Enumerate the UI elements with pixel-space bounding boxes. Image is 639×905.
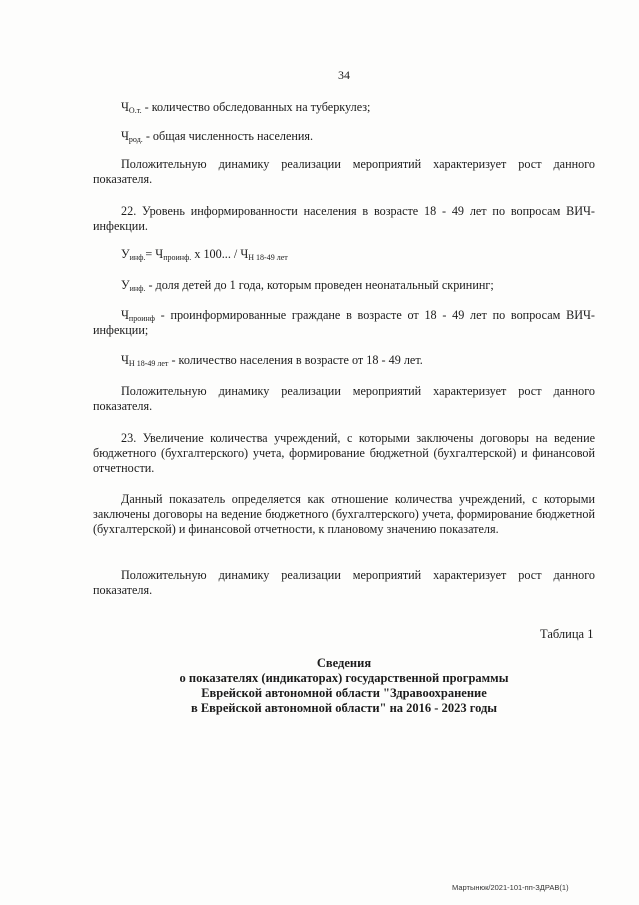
definition-o-t [121, 100, 370, 115]
formula-operator: = Ч [145, 247, 164, 261]
symbol-subscript: Н 18-49 лет [128, 359, 169, 368]
paragraph-dynamics-1 [93, 157, 595, 187]
formula-subscript: инф. [129, 253, 146, 262]
title-line-3: Еврейской автономной области "Здравоохранение [201, 686, 487, 700]
paragraph-dynamics-3 [93, 568, 595, 598]
definition-text: - общая численность населения. [142, 129, 314, 143]
document-footer-id: Мартынюк/2021-101-пп-ЗДРАВ(1) [452, 883, 569, 892]
title-line-2: о показателях (индикаторах) государственной программы [179, 671, 509, 685]
table-caption: Таблица 1 [540, 627, 594, 641]
formula [121, 247, 288, 262]
title-line-4: в Еврейской автономной области" на 2016 - 2023 годы [190, 701, 498, 715]
symbol: Ч [121, 129, 129, 143]
formula-symbol: У [121, 247, 130, 261]
definition-u-inf [121, 278, 494, 293]
symbol-subscript: О.т. [128, 106, 142, 115]
paragraph-text: Данный показатель определяется как отношение количества учреждений, с которыми заключены договоры на ведение бюджетного (бухгалтерского) учета, формирование бюджетной (бухгалтерской) и финансовой отчетности, к плановому значению показателя. [93, 492, 595, 536]
symbol-subscript: инф. [129, 284, 146, 293]
definition-text: - количество обследованных на туберкулез; [141, 100, 371, 114]
paragraph-indicator-23 [93, 431, 595, 476]
definition-rod [121, 129, 313, 144]
definition-text: - доля детей до 1 года, которым проведен неонатальный скрининг; [145, 278, 494, 292]
definition-ch-proinf [93, 308, 595, 338]
paragraph-text: 22. Уровень информированности населения в возрасте 18 - 49 лет по вопросам ВИЧ-инфекции. [93, 204, 595, 233]
paragraph-text: Положительную динамику реализации мероприятий характеризует рост данного показателя. [93, 157, 595, 186]
paragraph-text: Положительную динамику реализации мероприятий характеризует рост данного показателя. [93, 568, 595, 597]
paragraph-text: Положительную динамику реализации мероприятий характеризует рост данного показателя. [93, 384, 595, 413]
symbol-subscript: род. [128, 135, 143, 144]
definition-text: - проинформированные граждане в возрасте от 18 - 49 лет по вопросам ВИЧ-инфекции; [93, 308, 595, 337]
definition-text: - количество населения в возрасте от 18 - 49 лет. [168, 353, 423, 367]
paragraph-dynamics-2 [93, 384, 595, 414]
formula-subscript: Н 18-49 лет [248, 253, 288, 262]
symbol: У [121, 278, 130, 292]
symbol: Ч [121, 308, 129, 322]
formula-subscript: проинф. [163, 253, 192, 262]
symbol: Ч [121, 100, 129, 114]
paragraph-definition-23 [93, 492, 595, 537]
symbol-subscript: проинф [128, 314, 155, 323]
title-line-1: Сведения [316, 656, 372, 670]
page-number: 34 [338, 68, 350, 82]
definition-ch-n [121, 353, 423, 368]
paragraph-indicator-22 [93, 204, 595, 234]
formula-operator: х 100... / Ч [191, 247, 249, 261]
paragraph-text: 23. Увеличение количества учреждений, с которыми заключены договоры на ведение бюджетного (бухгалтерского) учета, формирование бюджетной (бухгалтерской) и финансовой отчетности. [93, 431, 595, 475]
symbol: Ч [121, 353, 129, 367]
